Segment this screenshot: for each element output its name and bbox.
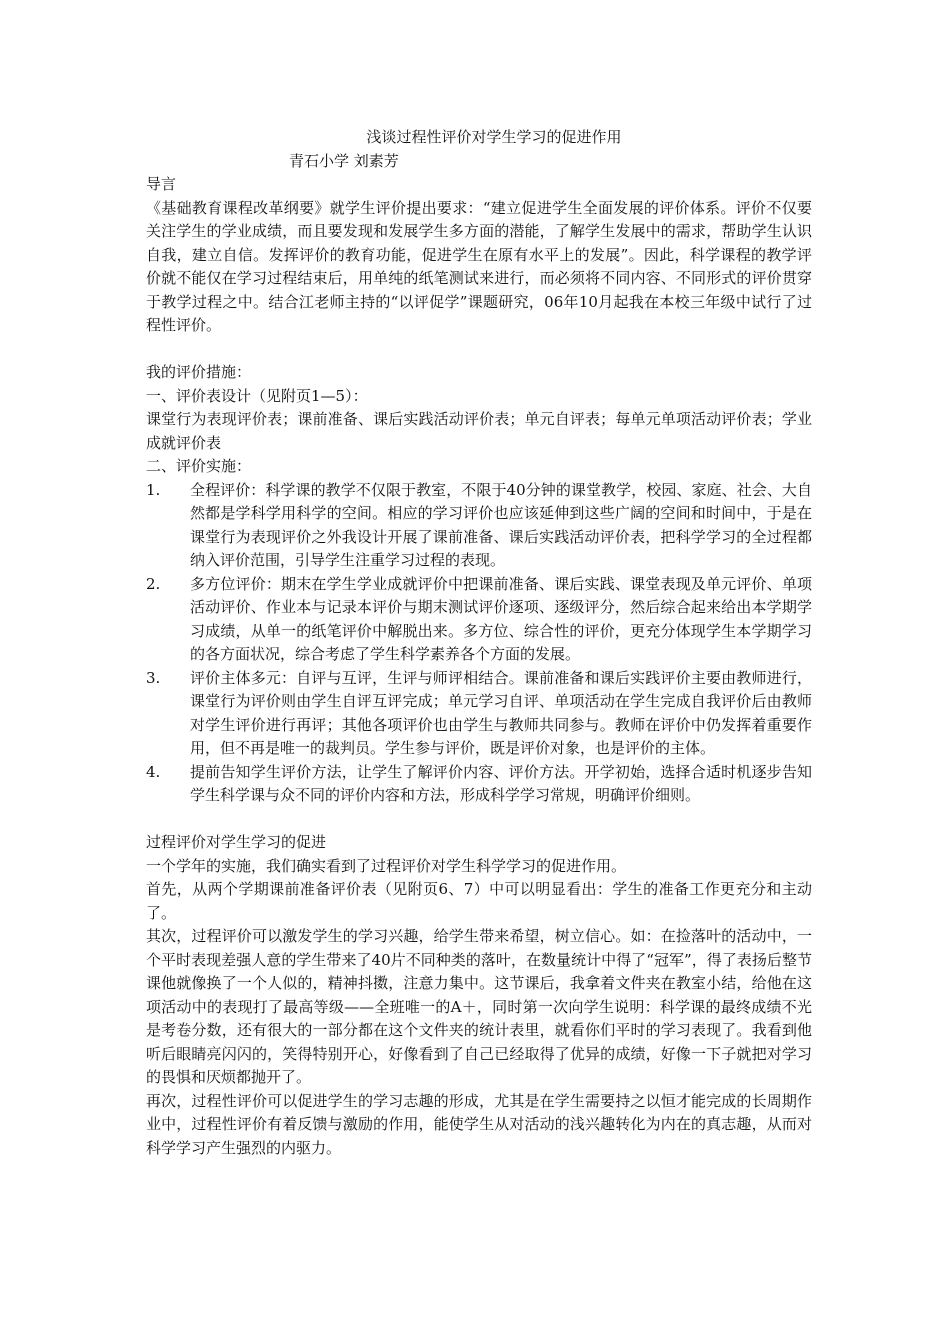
list-item-text: 多方位评价：期末在学生学业成就评价中把课前准备、课后实践、课堂表现及单元评价、单项活动评价、作业本与记录本评价与期末测试评价逐项、逐级评分，然后综合起来给出本学期学习成绩，从单一的纸笔评价中解脱出来。多方位、综合性的评价，更充分体现学生本学期学习的各方面状况，综合考虑了学生科学素养各个方面的发展。 <box>190 574 812 663</box>
promotion-heading: 过程评价对学生学习的促进 <box>146 833 327 851</box>
list-item-text: 全程评价：科学课的教学不仅限于教室，不限于40分钟的课堂教学，校园、家庭、社会、大自然都是学科学用科学的空间。相应的学习评价也应该延伸到这些广阔的空间和时间中，于是在课堂行为表现评价之外我设计开展了课前准备、课后实践活动评价表，把科学学习的全过程都纳入评价范围，引导学生注重学习过程的表现。 <box>190 480 812 569</box>
blank-line <box>146 338 812 362</box>
list-item-number: 2. <box>146 574 161 593</box>
blank-line <box>146 808 812 832</box>
section1-heading: 一、评价表设计（见附页1—5）： <box>146 386 368 405</box>
measures-heading: 我的评价措施： <box>146 363 252 381</box>
intro-heading: 导言 <box>146 175 177 193</box>
promotion-paragraph-3: 其次，过程评价可以激发学生的学习兴趣，给学生带来希望，树立信心。如：在捡落叶的活动中，一个平时表现差强人意的学生带来了40片不同种类的落叶，在数量统计中得了“冠军”，得了表扬后整节课他就像换了一个人似的，精神抖擞，注意力集中。这节课后，我拿着文件夹在教室小结，给他在这项活动中的表现打了最高等级——全班唯一的A＋，同时第一次向学生说明：科学课的最终成绩不光是考卷分数，还有很大的一部分都在这个文件夹的统计表里，就看你们平时的学习表现了。我看到他听后眼睛亮闪闪的，笑得特别开心，好像看到了自己已经取得了优异的成绩，好像一下子就把对学习的畏惧和厌烦都抛开了。 <box>146 927 812 1086</box>
section2-heading: 二、评价实施： <box>146 457 252 475</box>
section1-paragraph: 课堂行为表现评价表；课前准备、课后实践活动评价表；单元自评表；每单元单项活动评价表；学业成就评价表 <box>146 410 812 452</box>
list-item-number: 4. <box>146 762 161 781</box>
promotion-paragraph-1: 一个学年的实施，我们确实看到了过程评价对学生科学学习的促进作用。 <box>146 856 627 875</box>
promotion-paragraph-4: 再次，过程性评价可以促进学生的学习志趣的形成，尤其是在学生需要持之以恒才能完成的长周期作业中，过程性评价有着反馈与激励的作用，能使学生从对活动的浅兴趣转化为内在的真志趣，从而对科学学习产生强烈的内驱力。 <box>146 1091 812 1157</box>
promotion-paragraph-2: 首先，从两个学期课前准备评价表（见附页6、7）中可以明显看出：学生的准备工作更充分和主动了。 <box>146 880 812 922</box>
list-item <box>146 761 812 808</box>
author-line: 青石小学 刘素芳 <box>289 151 399 170</box>
list-item-number: 3. <box>146 668 161 687</box>
list-item <box>146 667 812 761</box>
list-item-text: 提前告知学生评价方法，让学生了解评价内容、评价方法。开学初始，选择合适时机逐步告知学生科学课与众不同的评价内容和方法，形成科学学习常规，明确评价细则。 <box>190 762 812 804</box>
page-title: 浅谈过程性评价对学生学习的促进作用 <box>366 128 622 146</box>
list-item <box>146 573 812 667</box>
document-body <box>146 126 812 1160</box>
list-item-number: 1. <box>146 480 161 499</box>
list-item-text: 评价主体多元：自评与互评，生评与师评相结合。课前准备和课后实践评价主要由教师进行，课堂行为评价则由学生自评互评完成；单元学习自评、单项活动在学生完成自我评价后由教师对学生评价进行再评；其他各项评价也由学生与教师共同参与。教师在评价中仍发挥着重要作用，但不再是唯一的裁判员。学生参与评价，既是评价对象，也是评价的主体。 <box>190 668 812 757</box>
intro-paragraph: 《基础教育课程改革纲要》就学生评价提出要求：“建立促进学生全面发展的评价体系。评价不仅要关注学生的学业成绩，而且要发现和发展学生多方面的潜能，了解学生发展中的需求，帮助学生认识自我，建立自信。发挥评价的教育功能，促进学生在原有水平上的发展”。因此，科学课程的教学评价就不能仅在学习过程结束后，用单纯的纸笔测试来进行，而必须将不同内容、不同形式的评价贯穿于教学过程之中。结合江老师主持的“以评促学”课题研究，06年10月起我在本校三年级中试行了过程性评价。 <box>146 198 812 334</box>
list-item <box>146 479 812 573</box>
